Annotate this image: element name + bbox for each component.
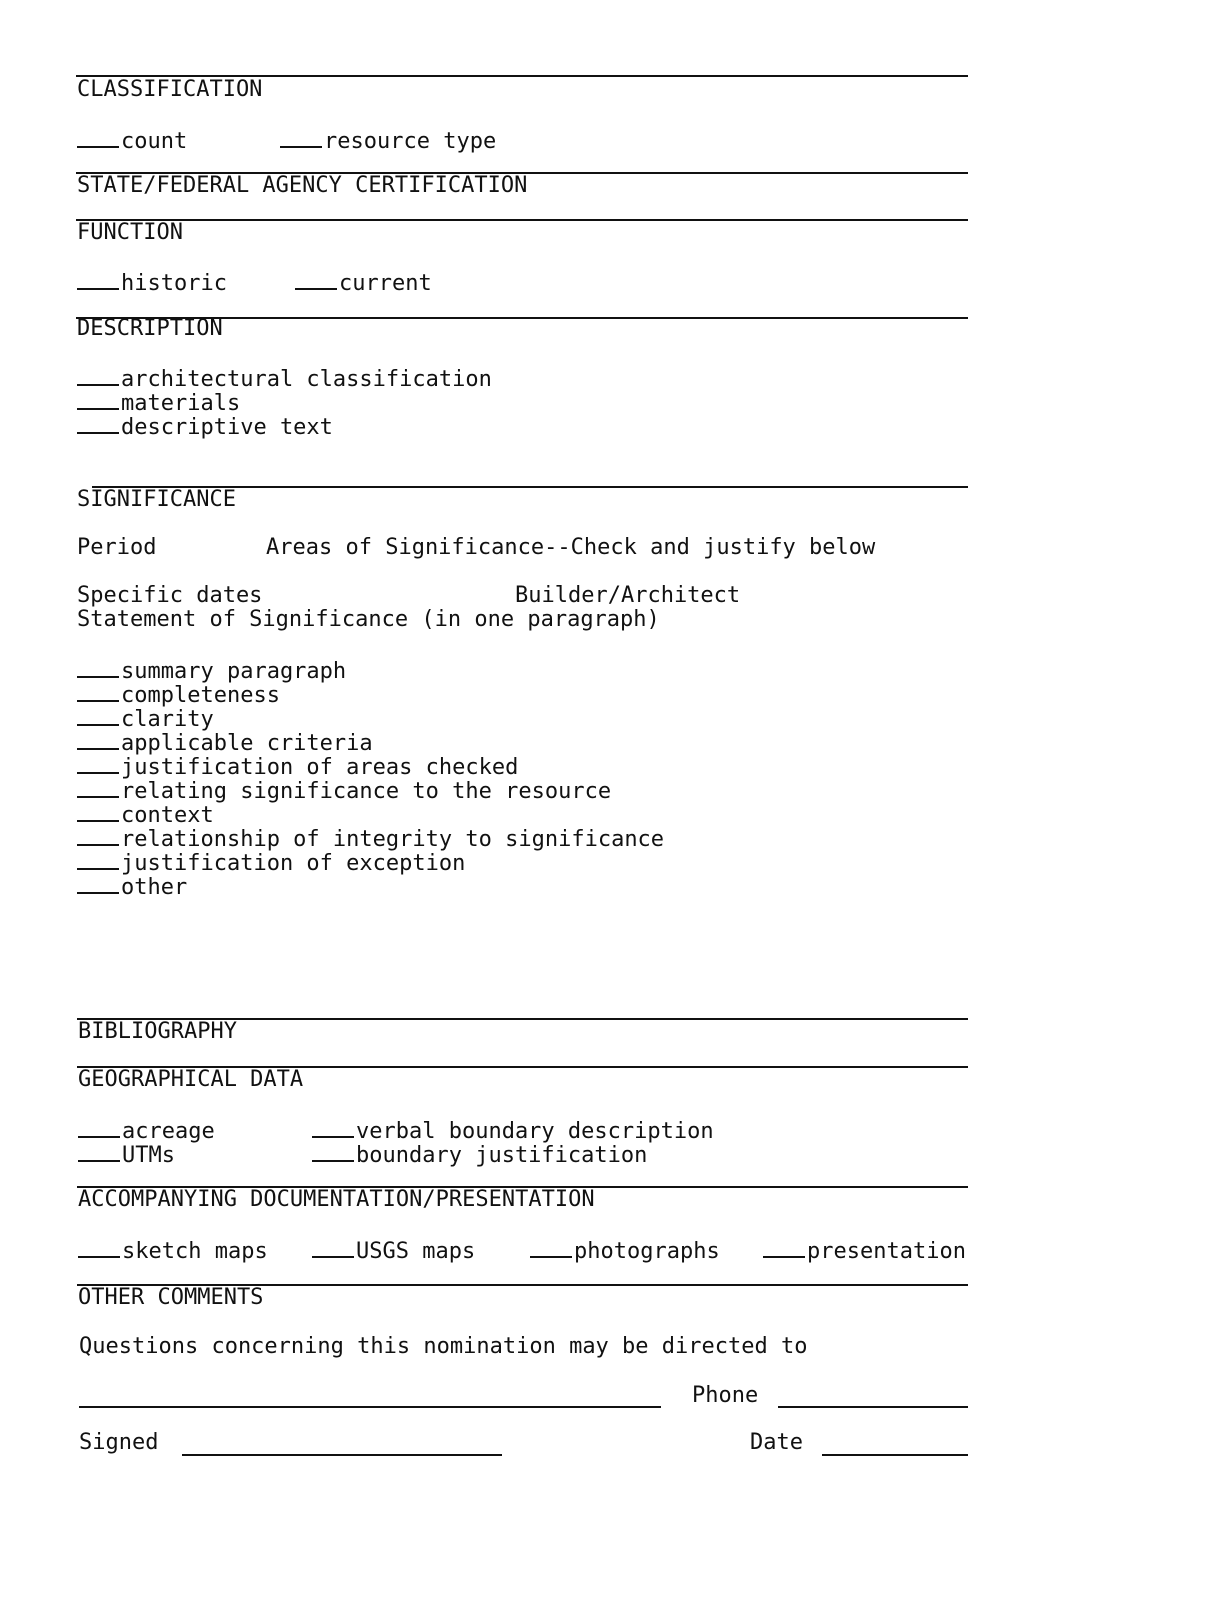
- section-rule: [76, 219, 968, 221]
- checklist-item[interactable]: architectural classification: [77, 364, 492, 392]
- checklist-item-usgs-maps[interactable]: USGS maps: [312, 1236, 475, 1264]
- check-blank[interactable]: [77, 752, 119, 774]
- check-blank[interactable]: [78, 1140, 120, 1162]
- checklist-item-historic[interactable]: historic: [77, 268, 227, 296]
- phone-field[interactable]: [778, 1406, 968, 1408]
- checklist-item-acreage[interactable]: acreage: [78, 1116, 215, 1144]
- check-blank[interactable]: [77, 776, 119, 798]
- check-blank[interactable]: [77, 800, 119, 822]
- check-blank[interactable]: [77, 126, 119, 148]
- checklist-item[interactable]: descriptive text: [77, 412, 333, 440]
- description-heading: DESCRIPTION: [77, 316, 223, 341]
- builder-architect-label: Builder/Architect: [515, 583, 741, 608]
- check-blank[interactable]: [77, 268, 119, 290]
- check-blank[interactable]: [295, 268, 337, 290]
- check-blank[interactable]: [78, 1236, 120, 1258]
- check-blank[interactable]: [77, 848, 119, 870]
- checklist-item[interactable]: relationship of integrity to significance: [77, 824, 664, 852]
- check-blank[interactable]: [77, 656, 119, 678]
- check-blank[interactable]: [312, 1116, 354, 1138]
- statement-label: Statement of Significance (in one paragraph): [77, 607, 660, 632]
- checklist-item-presentation[interactable]: presentation: [763, 1236, 966, 1264]
- checklist-item-utms[interactable]: UTMs: [78, 1140, 175, 1168]
- checklist-item-sketch-maps[interactable]: sketch maps: [78, 1236, 268, 1264]
- checklist-item[interactable]: summary paragraph: [77, 656, 346, 684]
- contact-name-field[interactable]: [79, 1406, 661, 1408]
- classification-heading: CLASSIFICATION: [77, 77, 263, 102]
- date-field[interactable]: [822, 1454, 968, 1456]
- checklist-item-verbal-boundary[interactable]: verbal boundary description: [312, 1116, 714, 1144]
- checklist-item[interactable]: clarity: [77, 704, 214, 732]
- check-blank[interactable]: [280, 126, 322, 148]
- checklist-item-count[interactable]: count: [77, 126, 187, 154]
- checklist-item[interactable]: justification of exception: [77, 848, 465, 876]
- checklist-item-current[interactable]: current: [295, 268, 432, 296]
- checklist-item[interactable]: applicable criteria: [77, 728, 373, 756]
- phone-label: Phone: [692, 1383, 759, 1408]
- period-label: Period: [77, 535, 157, 560]
- signed-label: Signed: [79, 1430, 159, 1455]
- check-blank[interactable]: [77, 824, 119, 846]
- check-blank[interactable]: [530, 1236, 572, 1258]
- check-blank[interactable]: [77, 412, 119, 434]
- checklist-item-resource-type[interactable]: resource type: [280, 126, 496, 154]
- questions-text: Questions concerning this nomination may be directed to: [79, 1334, 808, 1359]
- checklist-item-photographs[interactable]: photographs: [530, 1236, 720, 1264]
- bibliography-heading: BIBLIOGRAPHY: [78, 1019, 237, 1044]
- areas-label: Areas of Significance--Check and justify below: [266, 535, 876, 560]
- check-blank[interactable]: [312, 1236, 354, 1258]
- check-blank[interactable]: [77, 364, 119, 386]
- check-blank[interactable]: [312, 1140, 354, 1162]
- checklist-item[interactable]: other: [77, 872, 187, 900]
- checklist-item[interactable]: relating significance to the resource: [77, 776, 611, 804]
- check-blank[interactable]: [77, 704, 119, 726]
- check-blank[interactable]: [77, 680, 119, 702]
- check-blank[interactable]: [78, 1116, 120, 1138]
- documentation-heading: ACCOMPANYING DOCUMENTATION/PRESENTATION: [78, 1187, 595, 1212]
- checklist-item[interactable]: context: [77, 800, 214, 828]
- specific-dates-label: Specific dates: [77, 583, 263, 608]
- check-blank[interactable]: [77, 872, 119, 894]
- checklist-item-boundary-justification[interactable]: boundary justification: [312, 1140, 647, 1168]
- check-blank[interactable]: [77, 388, 119, 410]
- function-heading: FUNCTION: [77, 220, 183, 245]
- comments-heading: OTHER COMMENTS: [78, 1285, 264, 1310]
- check-blank[interactable]: [77, 728, 119, 750]
- geographical-heading: GEOGRAPHICAL DATA: [78, 1067, 304, 1092]
- checklist-item[interactable]: materials: [77, 388, 240, 416]
- checklist-item[interactable]: justification of areas checked: [77, 752, 518, 780]
- checklist-item[interactable]: completeness: [77, 680, 280, 708]
- date-label: Date: [750, 1430, 803, 1455]
- signature-field[interactable]: [182, 1454, 502, 1456]
- check-blank[interactable]: [763, 1236, 805, 1258]
- significance-heading: SIGNIFICANCE: [77, 487, 236, 512]
- certification-heading: STATE/FEDERAL AGENCY CERTIFICATION: [77, 173, 528, 198]
